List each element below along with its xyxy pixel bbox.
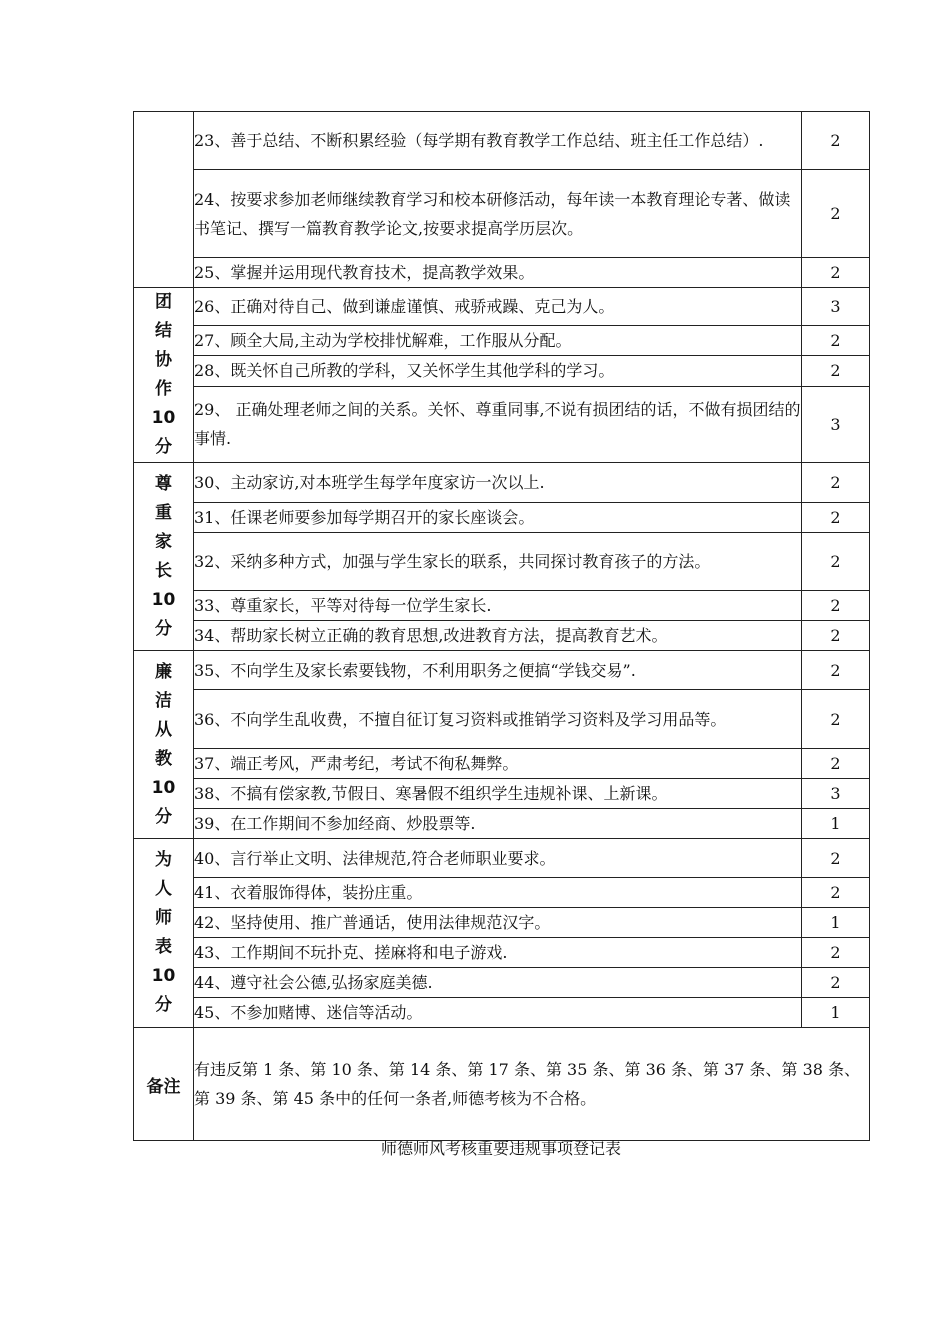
item-score: 2 — [802, 839, 870, 878]
assessment-table — [133, 111, 870, 1141]
category-integrity: 廉 洁 从 教 10 分 — [134, 651, 194, 839]
table-row — [134, 839, 870, 878]
item-text: 44、遵守社会公德,弘扬家庭美德. — [194, 968, 802, 998]
item-score: 2 — [802, 326, 870, 356]
item-text: 43、工作期间不玩扑克、搓麻将和电子游戏. — [194, 938, 802, 968]
table-row — [134, 326, 870, 356]
item-text: 30、主动家访,对本班学生每学年度家访一次以上. — [194, 463, 802, 503]
item-text: 24、按要求参加老师继续教育学习和校本研修活动，每年读一本教育理论专著、做读书笔记、撰写一篇教育教学论文,按要求提高学历层次。 — [194, 170, 802, 258]
item-text: 23、善于总结、不断积累经验（每学期有教育教学工作总结、班主任工作总结）. — [194, 112, 802, 170]
item-text: 45、不参加赌博、迷信等活动。 — [194, 998, 802, 1028]
item-score: 1 — [802, 809, 870, 839]
table-caption: 师德师风考核重要违规事项登记表 — [380, 1139, 621, 1158]
table-row — [134, 998, 870, 1028]
table-row — [134, 533, 870, 591]
item-text: 32、采纳多种方式，加强与学生家长的联系，共同探讨教育孩子的方法。 — [194, 533, 802, 591]
item-score: 2 — [802, 258, 870, 288]
item-score: 3 — [802, 288, 870, 326]
item-text: 42、坚持使用、推广普通话，使用法律规范汉字。 — [194, 908, 802, 938]
item-score: 2 — [802, 621, 870, 651]
item-score: 2 — [802, 651, 870, 690]
item-text: 26、正确对待自己、做到谦虚谨慎、戒骄戒躁、克己为人。 — [194, 288, 802, 326]
item-text: 37、端正考风，严肃考纪，考试不徇私舞弊。 — [194, 749, 802, 779]
item-score: 2 — [802, 170, 870, 258]
table-row — [134, 749, 870, 779]
item-score: 3 — [802, 779, 870, 809]
note-row — [134, 1028, 870, 1141]
item-score: 2 — [802, 690, 870, 749]
table-row — [134, 112, 870, 170]
table-row — [134, 779, 870, 809]
item-score: 2 — [802, 591, 870, 621]
item-text: 36、不向学生乱收费，不擅自征订复习资料或推销学习资料及学习用品等。 — [194, 690, 802, 749]
item-text: 33、尊重家长，平等对待每一位学生家长. — [194, 591, 802, 621]
item-score: 1 — [802, 908, 870, 938]
item-text: 27、顾全大局,主动为学校排忧解难，工作服从分配。 — [194, 326, 802, 356]
item-text: 31、任课老师要参加每学期召开的家长座谈会。 — [194, 503, 802, 533]
category-cell-continued — [134, 112, 194, 288]
item-text: 28、既关怀自己所教的学科，又关怀学生其他学科的学习。 — [194, 356, 802, 386]
table-row — [134, 908, 870, 938]
note-label: 备注 — [134, 1028, 194, 1141]
table-row — [134, 170, 870, 258]
table-row — [134, 356, 870, 386]
table-row — [134, 503, 870, 533]
item-score: 2 — [802, 503, 870, 533]
category-respect-parents: 尊 重 家 长 10 分 — [134, 463, 194, 651]
item-text: 41、衣着服饰得体，装扮庄重。 — [194, 878, 802, 908]
item-score: 2 — [802, 533, 870, 591]
item-text: 39、在工作期间不参加经商、炒股票等. — [194, 809, 802, 839]
item-score: 1 — [802, 998, 870, 1028]
item-text: 35、不向学生及家长索要钱物，不利用职务之便搞“学钱交易”. — [194, 651, 802, 690]
table-row — [134, 258, 870, 288]
category-teamwork: 团 结 协 作 10 分 — [134, 288, 194, 463]
table-row — [134, 463, 870, 503]
note-text: 有违反第 1 条、第 10 条、第 14 条、第 17 条、第 35 条、第 36 条、第 37 条、第 38 条、第 39 条、第 45 条中的任何一条者,师德考核为不合格。 — [194, 1028, 870, 1141]
table-row — [134, 288, 870, 326]
item-text: 29、 正确处理老师之间的关系。关怀、尊重同事,不说有损团结的话，不做有损团结的事情. — [194, 386, 802, 462]
item-score: 2 — [802, 749, 870, 779]
table-row — [134, 878, 870, 908]
table-row — [134, 591, 870, 621]
table-row — [134, 386, 870, 462]
table-row — [134, 938, 870, 968]
table-row — [134, 809, 870, 839]
category-role-model: 为 人 师 表 10 分 — [134, 839, 194, 1028]
item-text: 25、掌握并运用现代教育技术，提高教学效果。 — [194, 258, 802, 288]
item-score: 2 — [802, 463, 870, 503]
item-score: 3 — [802, 386, 870, 462]
item-score: 2 — [802, 878, 870, 908]
table-row — [134, 621, 870, 651]
item-score: 2 — [802, 938, 870, 968]
item-text: 40、言行举止文明、法律规范,符合老师职业要求。 — [194, 839, 802, 878]
item-score: 2 — [802, 968, 870, 998]
table-row — [134, 968, 870, 998]
table-row — [134, 690, 870, 749]
item-text: 34、帮助家长树立正确的教育思想,改进教育方法，提高教育艺术。 — [194, 621, 802, 651]
item-score: 2 — [802, 112, 870, 170]
item-score: 2 — [802, 356, 870, 386]
item-text: 38、不搞有偿家教,节假日、寒暑假不组织学生违规补课、上新课。 — [194, 779, 802, 809]
table-row — [134, 651, 870, 690]
